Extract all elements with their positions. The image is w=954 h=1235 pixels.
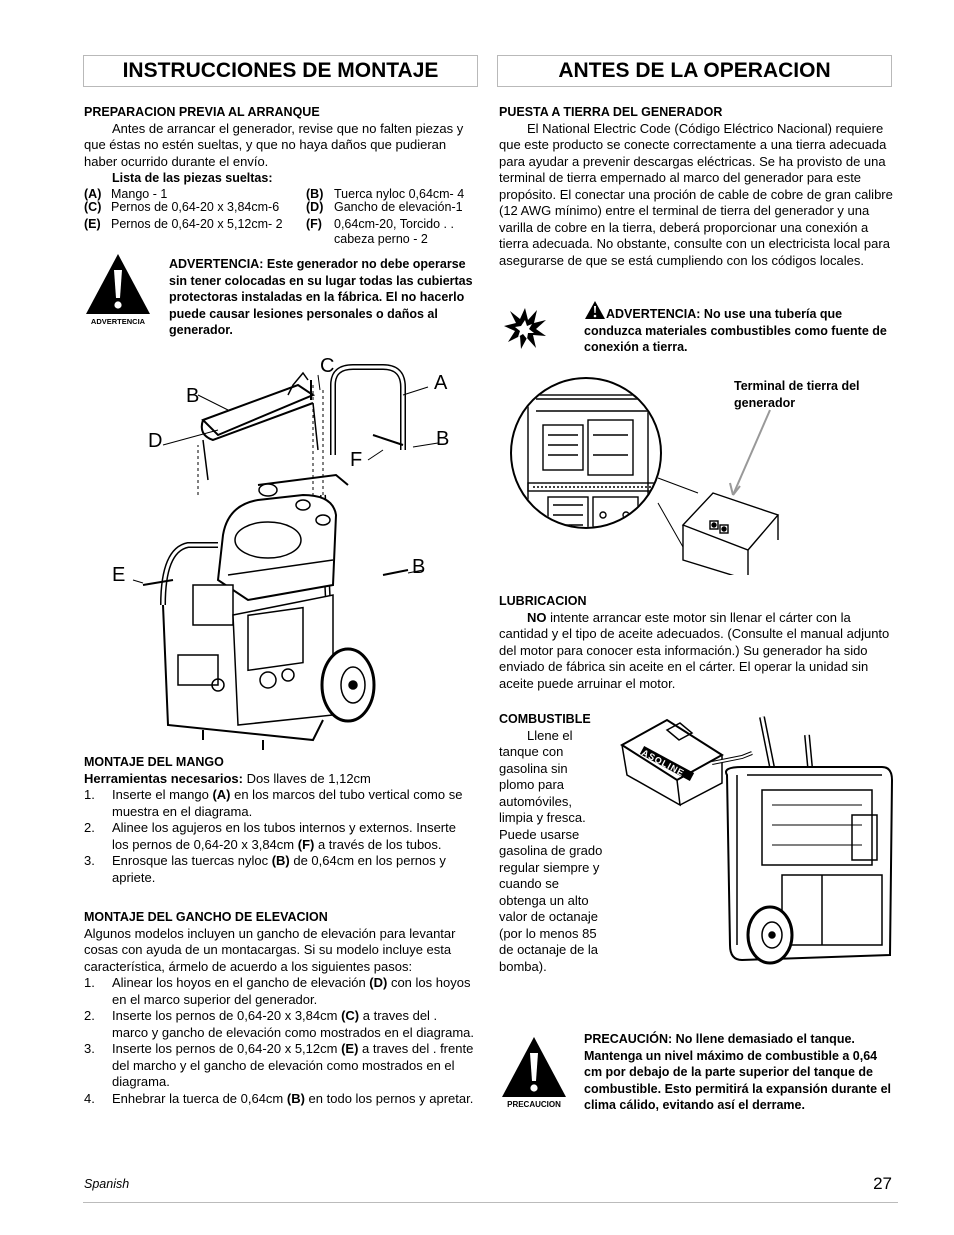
step-number: 1.	[84, 787, 95, 802]
combustible-body	[499, 728, 629, 976]
parts-row	[84, 188, 484, 201]
prep-section	[84, 104, 478, 246]
combustible-line: de octanaje de la	[499, 942, 599, 957]
part-text: cabeza perno - 2	[334, 231, 428, 246]
part-text	[111, 231, 306, 246]
part-text: 0,64cm-20, Torcido . .	[334, 216, 454, 231]
gancho-section	[84, 909, 476, 1107]
diagram-label-e: E	[112, 564, 126, 586]
diagram-label-c: C	[320, 355, 335, 377]
step-number: 2.	[84, 1008, 95, 1023]
gancho-steps	[84, 975, 476, 1107]
tierra-body: El National Electric Code (Código Eléctrico Nacional) requiere que este producto se conecte correctamente a una tierra adecuada para ayudar a prevenir descargas eléctricas. Se ha provisto de una terminal de tierra empernado al marco del generador para este propósito. El conectar una proción de cable de cobre de gran calibre (12 AWG mínimo) entre el terminal de tierra del generador y una varilla de cobre en la tierra, deberá proporcionar una conexión a tierra adecuada. No obstante, consulte con un electricista local para asegurarse de que se está cumpliendo con los códigos locales.	[499, 120, 893, 268]
list-item	[84, 1041, 476, 1091]
step-number: 3.	[84, 853, 95, 868]
part-key	[84, 231, 111, 246]
part-key: (C)	[84, 199, 102, 214]
lubricacion-title: LUBRICACION	[499, 594, 587, 608]
tools-value: Dos llaves de 1,12cm	[242, 770, 371, 786]
lubricacion-body	[499, 610, 895, 693]
terminal-caption: Terminal de tierra del generador	[734, 379, 860, 410]
combustible-line: limpia y fresca.	[499, 810, 586, 825]
mango-tools	[84, 771, 476, 788]
combustible-line: bomba).	[499, 958, 547, 974]
fueling-diagram	[612, 705, 902, 975]
part-text: Pernos de 0,64-20 x 5,12cm- 2	[111, 216, 283, 231]
step-ref: (B)	[286, 1090, 305, 1106]
prep-body: Antes de arrancar el generador, revise que no falten piezas y que éstas no estén sueltas, y que no haya daños que pudieran haber ocurrido durante el envío.	[84, 120, 464, 169]
combustible-line: plomo para	[499, 777, 565, 792]
step-text: a traves del . frente del marcho y el gancho de elevación como mostrados en el diagrama.	[112, 1041, 474, 1089]
diagram-label-a: A	[434, 372, 448, 394]
caution-text: PRECAUCIÓN: No llene demasiado el tanque. Mantenga un nivel máximo de combustible a 0,64 cm por debajo de la parte superior del tanque de combustible. Esto permitirá la expansión durante el clima cálido, evitando así el derrame.	[584, 1032, 892, 1112]
step-number: 3.	[84, 1041, 95, 1056]
tierra-section	[499, 104, 893, 269]
parts-row	[84, 231, 484, 246]
warning-2-text: ADVERTENCIA: No use una tubería que conduzca materiales combustibles como fuente de conexión a tierra.	[584, 307, 887, 354]
combustible-section	[499, 711, 629, 975]
step-text: de 0,64cm en los pernos y apriete.	[112, 853, 446, 885]
part-key: (A)	[84, 186, 102, 201]
explosion-icon	[503, 306, 547, 350]
list-item	[84, 975, 476, 1008]
step-ref: (F)	[297, 836, 315, 852]
step-text: a traves del . marco y gancho de elevación como mostrados en el diagrama.	[112, 1008, 475, 1040]
parts-table	[84, 188, 484, 246]
step-text: Inserte los pernos de 0,64-20 x 5,12cm	[112, 1041, 342, 1056]
part-text: Tuerca nyloc 0,64cm- 4	[334, 186, 465, 201]
combustible-line: gasolina sin	[499, 760, 568, 776]
header-left: INSTRUCCIONES DE MONTAJE	[83, 55, 478, 87]
warning-icon-label: ADVERTENCIA	[90, 317, 146, 326]
warning-icon	[84, 252, 152, 328]
tools-label: Herramientas necesarios:	[84, 770, 243, 786]
gas-can-label: GASOLINE	[632, 743, 687, 779]
mango-title: MONTAJE DEL MANGO	[84, 755, 224, 769]
combustible-line: Puede usarse	[499, 826, 580, 842]
footer-language: Spanish	[84, 1177, 130, 1191]
step-ref: (A)	[212, 787, 231, 802]
step-number: 1.	[84, 975, 95, 990]
part-text: Mango - 1	[111, 186, 168, 201]
gancho-title: MONTAJE DEL GANCHO DE ELEVACION	[84, 910, 328, 924]
step-text: Enhebrar la tuerca de 0,64cm	[112, 1090, 287, 1106]
diagram-label-f: F	[350, 449, 363, 471]
step-text: Alinear los hoyos en el gancho de elevación	[112, 975, 370, 990]
part-key: (E)	[84, 216, 101, 231]
parts-row	[84, 201, 484, 214]
mango-steps	[84, 787, 476, 886]
caution-icon-label: PRECAUCION	[507, 1100, 561, 1109]
step-text: Alinee los agujeros en los tubos internos y externos. Inserte los pernos de 0,64-20 x 3,84cm	[112, 820, 456, 852]
part-text: Gancho de elevación-1	[334, 199, 463, 214]
list-item	[84, 820, 476, 853]
step-text: a través de los tubos.	[314, 836, 442, 852]
lubricacion-text: intente arrancar este motor sin llenar el cárter con la cantidad y el tipo de aceite adecuados. (Consulte el manual adjunto del motor para conocer esta información.) Su generador ha sido enviado de fábrica sin aceite en el cárter. El operar la unidad sin aceite puede arruinar el motor.	[499, 609, 890, 691]
combustible-line: automóviles,	[499, 793, 572, 809]
combustible-line: obtenga un alto	[499, 892, 589, 908]
step-text: Inserte el mango	[112, 787, 213, 802]
combustible-line: valor de octanaje	[499, 909, 599, 924]
step-ref: (E)	[341, 1041, 359, 1056]
mango-section	[84, 754, 476, 886]
step-number: 4.	[84, 1090, 95, 1106]
step-ref: (C)	[341, 1008, 360, 1023]
diagram-label-b: B	[436, 428, 450, 450]
step-number: 2.	[84, 820, 95, 835]
combustible-line: regular siempre y	[499, 859, 600, 875]
parts-row	[84, 214, 484, 231]
step-text: con los hoyos en el marco superior del generador.	[112, 975, 471, 1007]
page-number: 27	[873, 1174, 892, 1193]
part-key: (F)	[306, 216, 322, 231]
footer-divider	[83, 1202, 898, 1203]
parts-list-title: Lista de las piezas sueltas:	[112, 171, 273, 185]
combustible-line: gasolina de grado	[499, 843, 603, 858]
assembly-diagram	[108, 355, 468, 750]
step-text: Inserte los pernos de 0,64-20 x 3,84cm	[112, 1008, 342, 1023]
header-right: ANTES DE LA OPERACION	[497, 55, 892, 87]
list-item	[84, 787, 476, 820]
combustible-title: COMBUSTIBLE	[499, 712, 591, 726]
lubricacion-section	[499, 593, 895, 692]
part-key	[306, 231, 334, 246]
part-text: Pernos de 0,64-20 x 3,84cm-6	[111, 199, 280, 214]
step-text: en todo los pernos y apretar.	[304, 1090, 474, 1106]
prep-title: PREPARACION PREVIA AL ARRANQUE	[84, 105, 320, 119]
part-key: (B)	[306, 186, 324, 201]
caution-icon	[500, 1035, 568, 1111]
step-text: en los marcos del tubo vertical como se muestra en el diagrama.	[112, 787, 463, 819]
warning-1-text: ADVERTENCIA: Este generador no debe operarse sin tener colocadas en su lugar todas las cubiertas protectoras instaladas en la fábrica. El no hacerlo puede causar lesiones personales o daños al generador.	[169, 257, 473, 337]
list-item	[84, 853, 476, 886]
diagram-label-b: B	[186, 385, 200, 407]
combustible-line: Llene el	[527, 727, 573, 743]
combustible-line: (por lo menos 85	[499, 925, 597, 941]
combustible-line: cuando se	[499, 876, 559, 891]
step-ref: (B)	[271, 853, 290, 868]
step-text: Enrosque las tuercas nyloc	[112, 853, 272, 868]
combustible-line: tanque con	[499, 744, 564, 759]
gancho-body: Algunos modelos incluyen un gancho de elevación para levantar cosas con ayuda de un montacargas. Si su modelo incluye esta característica, ármelo de acuerdo a los siguientes pasos:	[84, 925, 456, 974]
part-key: (D)	[306, 199, 324, 214]
diagram-label-d: D	[148, 430, 163, 452]
list-item	[84, 1091, 476, 1108]
lubricacion-bold: NO	[527, 609, 547, 625]
diagram-label-b: B	[412, 556, 426, 578]
tierra-title: PUESTA A TIERRA DEL GENERADOR	[499, 105, 723, 119]
step-ref: (D)	[369, 975, 388, 990]
list-item	[84, 1008, 476, 1041]
